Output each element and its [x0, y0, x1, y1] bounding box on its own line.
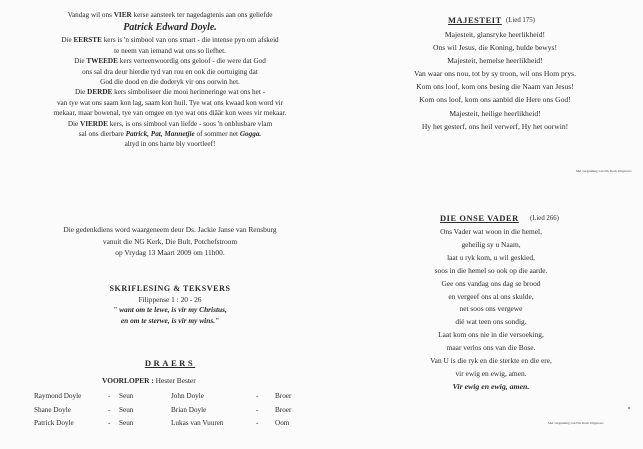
derde-line: Die DERDE kers simboliseer die mooi herinneringe wat ons het - — [74, 88, 266, 97]
hymn2-credit: Met vergunning van NG Kerk Uitgewers — [548, 421, 604, 425]
tweede-line-2: ons sal dra deur hierdie tyd van rou en ook die oortuiging dat — [82, 67, 258, 76]
voorloper-name: Hester Bester — [155, 376, 196, 385]
hymn2-lyrics — [360, 226, 622, 394]
lyric-line: vir ewig en ewig, amen. — [455, 368, 527, 378]
scripture-reference: Filippense 1 : 20 - 26 — [138, 295, 202, 304]
bearer-row: Raymond Doyle - Seun John Doyle - Broer — [34, 392, 292, 400]
vierde-line-3: altyd in ons harte bly voortleef! — [124, 140, 216, 149]
voorloper-label: VOORLOPER : — [102, 376, 154, 385]
lyric-line: en vergeef ons al ons skulde, — [448, 291, 534, 301]
hymn1-credit: Met vergunning van NG Kerk Uitgewers — [576, 169, 632, 173]
lyric-line: Van U is die ryk en die sterkte en die ere, — [430, 356, 552, 366]
scripture-quote-1: " want om te lewe, is vir my Christus, — [113, 305, 227, 315]
lyric-line: maar verlos ons van die Bose. — [446, 343, 536, 353]
lyric-line: Van waar ons nou, tot by sy troon, wil ons Hom prys. — [414, 69, 576, 79]
lyric-line: dié wat teen ons sondig. — [455, 317, 527, 327]
lyric-line: Laat kom ons nie in die versoeking, — [438, 330, 544, 340]
eerste-line-2: te neem van iemand wat ons so liefhet. — [114, 46, 226, 55]
print-speck — [628, 407, 630, 409]
lyric-line: Kom ons loof, kom ons aanbid die Here ons God! — [419, 95, 571, 105]
hymn1-lyrics — [360, 28, 630, 133]
intro-line: Vandag wil ons VIER kerse aansteek ter nagedagtenis aan ons geliefde — [67, 11, 273, 19]
lyric-line: geheilig sy u Naam, — [461, 239, 521, 249]
candles-section — [20, 10, 320, 150]
vierde-line-2: sal ons dierbare Patrick, Pat, Mannetjie of sommer net Gogga. — [78, 130, 262, 139]
lyric-line: Ons Vader wat woon in die hemel, — [440, 227, 542, 236]
derde-line-2: van tye wat ons saam kon lag, saam kon huil. Tye wat ons kwaad kon word vir — [56, 98, 284, 107]
lyric-line: Hy het gesterf, ons heil verwerf, Hy het oorwin! — [421, 121, 569, 131]
lyric-line: Kom ons loof, kom ons besing die Naam van Jesus! — [416, 82, 574, 92]
service-line-1: Die gedenkdiens word waargeneem deur Ds. Jackie Janse van Rensburg — [63, 225, 277, 234]
readings-heading: SKRIFLESING & TEKSVERS — [109, 284, 231, 293]
hymn1-title: MAJESTEIT — [448, 16, 502, 25]
tweede-line-3: God die dood en die doderyk vir ons oorwin het. — [100, 78, 240, 87]
lyric-line: Majesteit, glansryke heerlikheid! — [444, 30, 546, 39]
vierde-line: Die VIERDE kers, is ons simbool van liefde - soos 'n onblusbare vlam — [67, 119, 273, 128]
eerste-line: Die EERSTE kers is 'n simbool van ons smart - die intense pyn om afskeid — [61, 36, 279, 45]
lyric-line: soos in die hemel so ook op die aarde. — [434, 265, 548, 275]
scripture-quote-2: en om te sterwe, is vir my wins." — [120, 315, 220, 325]
deceased-name: Patrick Edward Doyle. — [123, 22, 217, 34]
lyric-last-line: Vir ewig en ewig, amen. — [452, 381, 530, 391]
bearer-row: Patrick Doyle - Seun Lukas van Vuuren - Oom — [34, 419, 290, 427]
nickname-last: Gogga. — [239, 130, 262, 139]
service-info — [20, 224, 320, 259]
lyric-line: laat u ryk kom, u wil geskied, — [447, 252, 535, 262]
bearers-heading: DRAERS — [144, 358, 196, 368]
hymn1-ref: (Lied 175) — [506, 17, 535, 24]
derde-line-3: mekaar, maar bowenal, tye van omgee en tye wat ons diâär kon wees vir mekaar. — [53, 109, 287, 118]
voorloper-line — [102, 376, 196, 385]
service-line-2: vanuit die NG Kerk, Die Bult, Potchefstroom — [102, 236, 238, 246]
lyric-line: Majesteit, heilige heerlikheid! — [449, 108, 541, 118]
hymn2-ref: (Lied 266) — [530, 215, 559, 222]
lyric-line: Ons wil Jesus, die Koning, hulde bewys! — [432, 43, 558, 53]
lyric-line: Majesteit, hemelse heerlikheid! — [447, 56, 543, 66]
bearers-table — [34, 392, 304, 433]
lyric-line: Gee ons vandag ons dag se brood — [441, 278, 541, 288]
nicknames: Patrick, Pat, Mannetjie — [125, 130, 195, 139]
lyric-line: net soos ons vergewe — [459, 304, 523, 314]
bearer-row: Shane Doyle - Seun Brian Doyle - Broer — [34, 405, 292, 414]
tweede-line: Die TWEEDE kers verteenwoordig ons geloof - die were dat God — [74, 57, 266, 66]
service-line-3: op Vrydag 13 Maart 2009 om 11h00. — [115, 248, 225, 258]
hymn2-title: DIE ONSE VADER — [440, 214, 519, 223]
readings-section — [60, 282, 280, 326]
